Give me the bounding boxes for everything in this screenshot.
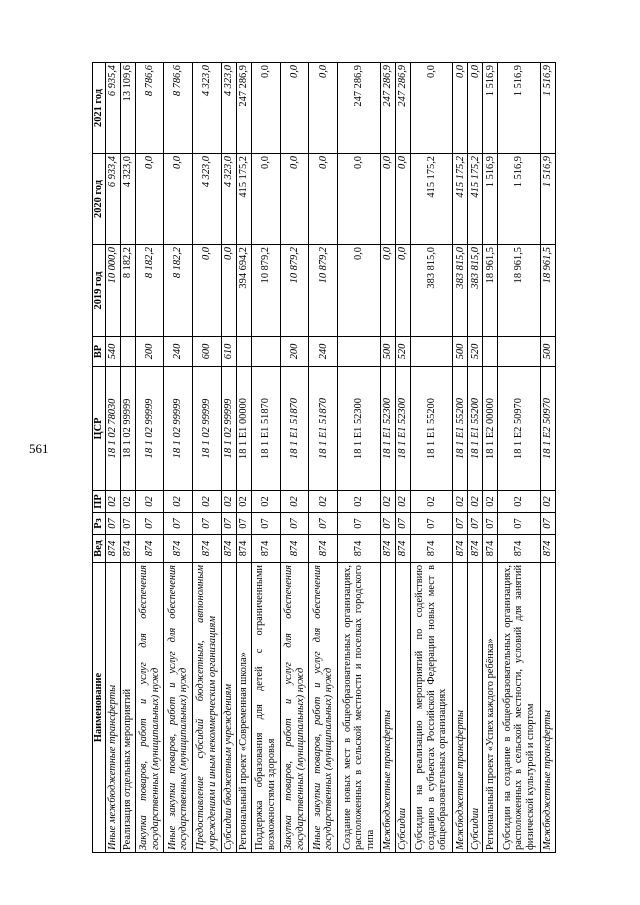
- cell-vr: 520: [395, 337, 410, 367]
- cell-2019: 383 815,0: [453, 245, 468, 337]
- cell-2019: 8 182,2: [120, 245, 135, 337]
- cell-rz: 07: [251, 513, 280, 535]
- cell-pr: 02: [193, 491, 222, 513]
- page-number: 561: [29, 441, 49, 456]
- cell-name: Региональный проект «Успех каждого ребёнка»: [483, 563, 498, 853]
- cell-name: Межбюджетные трансферты: [380, 563, 395, 853]
- table-row: [221, 63, 236, 853]
- cell-name: Закупка товаров, работ и услуг для обеспечения государственных (муниципальных) нужд: [280, 563, 309, 853]
- table-header-row: [93, 63, 106, 853]
- cell-rz: 07: [193, 513, 222, 535]
- cell-csr: 18 1 E1 55200: [468, 367, 483, 491]
- cell-name: Реализация отдельных мероприятий: [120, 563, 135, 853]
- cell-ved: 874: [453, 535, 468, 563]
- cell-2021: 0,0: [453, 63, 468, 154]
- cell-vr: 500: [380, 337, 395, 367]
- cell-vr: [120, 337, 135, 367]
- cell-2021: 247 286,9: [338, 63, 381, 154]
- cell-2020: 415 175,2: [453, 154, 468, 245]
- cell-pr: 02: [105, 491, 120, 513]
- cell-vr: 500: [453, 337, 468, 367]
- cell-rz: 07: [164, 513, 193, 535]
- cell-csr: 18 1 E1 52300: [338, 367, 381, 491]
- cell-rz: 07: [105, 513, 120, 535]
- cell-pr: 02: [338, 491, 381, 513]
- column-header-pr: ПР: [93, 491, 106, 513]
- cell-csr: 18 1 02 99999: [164, 367, 193, 491]
- cell-2019: 0,0: [395, 245, 410, 337]
- cell-2019: 18 961,5: [498, 245, 541, 337]
- cell-ved: 874: [410, 535, 453, 563]
- cell-pr: 02: [135, 491, 164, 513]
- cell-name: Закупка товаров, работ и услуг для обеспечения государственных (муниципальных) нужд: [135, 563, 164, 853]
- cell-vr: 500: [540, 337, 555, 367]
- cell-pr: 02: [251, 491, 280, 513]
- cell-name: Региональный проект «Современная школа»: [236, 563, 251, 853]
- cell-csr: 18 1 02 78030: [105, 367, 120, 491]
- cell-2020: 0,0: [164, 154, 193, 245]
- cell-pr: 02: [540, 491, 555, 513]
- cell-2020: 0,0: [338, 154, 381, 245]
- cell-2020: 415 175,2: [468, 154, 483, 245]
- cell-ved: 874: [380, 535, 395, 563]
- cell-pr: 02: [120, 491, 135, 513]
- cell-vr: 520: [468, 337, 483, 367]
- cell-name: Поддержка образования для детей с ограниченными возможностями здоровья: [251, 563, 280, 853]
- column-header-2021: 2021 год: [93, 63, 106, 154]
- cell-pr: 02: [380, 491, 395, 513]
- table-body: [105, 63, 555, 853]
- cell-2019: 0,0: [380, 245, 395, 337]
- cell-rz: 07: [498, 513, 541, 535]
- cell-rz: 07: [280, 513, 309, 535]
- cell-vr: 540: [105, 337, 120, 367]
- cell-pr: 02: [395, 491, 410, 513]
- cell-ved: 874: [120, 535, 135, 563]
- cell-name: Создание новых мест в общеобразовательных организациях, расположенных в сельской местности и поселках городского типа: [338, 563, 381, 853]
- cell-2020: 0,0: [395, 154, 410, 245]
- cell-vr: [251, 337, 280, 367]
- cell-name: Межбюджетные трансферты: [540, 563, 555, 853]
- cell-2021: 247 286,9: [380, 63, 395, 154]
- cell-csr: 18 1 E1 52300: [380, 367, 395, 491]
- cell-csr: 18 1 E2 00000: [483, 367, 498, 491]
- cell-csr: 18 1 E1 51870: [280, 367, 309, 491]
- table-row: [251, 63, 280, 853]
- cell-ved: 874: [468, 535, 483, 563]
- cell-ved: 874: [135, 535, 164, 563]
- cell-name: Иные межбюджетные трансферты: [105, 563, 120, 853]
- table-row: [380, 63, 395, 853]
- rotated-page-content: [92, 63, 556, 853]
- cell-2021: 6 935,4: [105, 63, 120, 154]
- cell-rz: 07: [483, 513, 498, 535]
- cell-vr: [236, 337, 251, 367]
- cell-vr: [410, 337, 453, 367]
- column-header-rz: Рз: [93, 513, 106, 535]
- cell-2019: 10 000,0: [105, 245, 120, 337]
- column-header-2020: 2020 год: [93, 154, 106, 245]
- cell-name: Межбюджетные трансферты: [453, 563, 468, 853]
- cell-2021: 13 109,6: [120, 63, 135, 154]
- cell-csr: 18 1 E1 51870: [309, 367, 338, 491]
- cell-2019: 8 182,2: [164, 245, 193, 337]
- budget-table: [92, 62, 556, 853]
- cell-ved: 874: [164, 535, 193, 563]
- cell-name: Субсидии: [468, 563, 483, 853]
- cell-rz: 07: [380, 513, 395, 535]
- cell-2020: 0,0: [380, 154, 395, 245]
- cell-rz: 07: [395, 513, 410, 535]
- cell-2019: 383 815,0: [410, 245, 453, 337]
- cell-csr: 18 1 E1 52300: [395, 367, 410, 491]
- cell-2021: 1 516,9: [483, 63, 498, 154]
- cell-2021: 247 286,9: [395, 63, 410, 154]
- cell-csr: 18 1 E1 51870: [251, 367, 280, 491]
- cell-name: Субсидии на создание в общеобразовательных организациях, расположенных в сельской местности, условий для занятий физической культурой и спортом: [498, 563, 541, 853]
- cell-2020: 1 516,9: [540, 154, 555, 245]
- cell-2019: 0,0: [193, 245, 222, 337]
- table-row: [468, 63, 483, 853]
- cell-pr: 02: [453, 491, 468, 513]
- cell-rz: 07: [338, 513, 381, 535]
- cell-ved: 874: [338, 535, 381, 563]
- cell-pr: 02: [498, 491, 541, 513]
- cell-2020: 0,0: [251, 154, 280, 245]
- cell-2019: 10 879,2: [251, 245, 280, 337]
- cell-csr: 18 1 E1 55200: [453, 367, 468, 491]
- cell-2020: 0,0: [135, 154, 164, 245]
- table-row: [105, 63, 120, 853]
- cell-rz: 07: [453, 513, 468, 535]
- table-row: [338, 63, 381, 853]
- cell-pr: 02: [468, 491, 483, 513]
- cell-rz: 07: [468, 513, 483, 535]
- cell-ved: 874: [395, 535, 410, 563]
- column-header-csr: ЦСР: [93, 367, 106, 491]
- cell-2020: 1 516,9: [483, 154, 498, 245]
- cell-2021: 0,0: [410, 63, 453, 154]
- cell-2019: 10 879,2: [280, 245, 309, 337]
- table-row: [164, 63, 193, 853]
- cell-ved: 874: [105, 535, 120, 563]
- cell-csr: 18 1 E2 50970: [540, 367, 555, 491]
- cell-2021: 0,0: [251, 63, 280, 154]
- cell-vr: 240: [309, 337, 338, 367]
- cell-vr: 200: [135, 337, 164, 367]
- cell-rz: 07: [309, 513, 338, 535]
- cell-2020: 415 175,2: [236, 154, 251, 245]
- column-header-ved: Вед: [93, 535, 106, 563]
- table-row: [193, 63, 222, 853]
- cell-2020: 4 323,0: [193, 154, 222, 245]
- cell-rz: 07: [135, 513, 164, 535]
- cell-2020: 0,0: [309, 154, 338, 245]
- cell-vr: 600: [193, 337, 222, 367]
- cell-2019: 18 961,5: [540, 245, 555, 337]
- cell-pr: 02: [483, 491, 498, 513]
- cell-ved: 874: [251, 535, 280, 563]
- cell-2020: 6 933,4: [105, 154, 120, 245]
- table-row: [498, 63, 541, 853]
- cell-vr: 610: [221, 337, 236, 367]
- cell-pr: 02: [309, 491, 338, 513]
- cell-pr: 02: [280, 491, 309, 513]
- cell-2021: 1 516,9: [540, 63, 555, 154]
- cell-2021: 0,0: [309, 63, 338, 154]
- cell-ved: 874: [483, 535, 498, 563]
- cell-2021: 247 286,9: [236, 63, 251, 154]
- cell-name: Субсидии: [395, 563, 410, 853]
- table-row: [120, 63, 135, 853]
- cell-vr: 200: [280, 337, 309, 367]
- cell-2019: 18 961,5: [483, 245, 498, 337]
- table-row: [395, 63, 410, 853]
- cell-2019: 10 879,2: [309, 245, 338, 337]
- cell-pr: 02: [236, 491, 251, 513]
- column-header-name: Наименование: [93, 563, 106, 853]
- cell-2020: 1 516,9: [498, 154, 541, 245]
- cell-ved: 874: [193, 535, 222, 563]
- cell-2021: 0,0: [280, 63, 309, 154]
- cell-rz: 07: [236, 513, 251, 535]
- cell-ved: 874: [236, 535, 251, 563]
- table-row: [483, 63, 498, 853]
- cell-rz: 07: [410, 513, 453, 535]
- cell-2021: 8 786,6: [135, 63, 164, 154]
- cell-ved: 874: [498, 535, 541, 563]
- cell-ved: 874: [309, 535, 338, 563]
- cell-rz: 07: [120, 513, 135, 535]
- cell-csr: 18 1 E1 55200: [410, 367, 453, 491]
- cell-vr: 240: [164, 337, 193, 367]
- cell-2021: 1 516,9: [498, 63, 541, 154]
- cell-ved: 874: [540, 535, 555, 563]
- table-row: [410, 63, 453, 853]
- cell-csr: 18 1 02 99999: [120, 367, 135, 491]
- cell-2019: 0,0: [221, 245, 236, 337]
- cell-2021: 0,0: [468, 63, 483, 154]
- cell-ved: 874: [221, 535, 236, 563]
- cell-pr: 02: [410, 491, 453, 513]
- cell-name: Субсидии на реализацию мероприятий по содействию созданию в субъектах Российской Федерации новых мест в общеобразовательных организациях: [410, 563, 453, 853]
- cell-2020: 0,0: [280, 154, 309, 245]
- cell-2020: 4 323,0: [221, 154, 236, 245]
- cell-2020: 4 323,0: [120, 154, 135, 245]
- cell-2021: 8 786,6: [164, 63, 193, 154]
- cell-rz: 07: [221, 513, 236, 535]
- cell-rz: 07: [540, 513, 555, 535]
- cell-2019: 394 694,2: [236, 245, 251, 337]
- column-header-2019: 2019 год: [93, 245, 106, 337]
- cell-vr: [338, 337, 381, 367]
- cell-ved: 874: [280, 535, 309, 563]
- cell-2019: 8 182,2: [135, 245, 164, 337]
- table-row: [540, 63, 555, 853]
- cell-2021: 4 323,0: [221, 63, 236, 154]
- cell-vr: [483, 337, 498, 367]
- cell-name: Предоставление субсидий бюджетным, автономным учреждениям и иным некоммерческим организациям: [193, 563, 222, 853]
- cell-vr: [498, 337, 541, 367]
- cell-2019: 383 815,0: [468, 245, 483, 337]
- cell-pr: 02: [221, 491, 236, 513]
- cell-csr: 18 1 E2 50970: [498, 367, 541, 491]
- cell-2020: 415 175,2: [410, 154, 453, 245]
- cell-name: Иные закупки товаров, работ и услуг для обеспечения государственных (муниципальных) нужд: [309, 563, 338, 853]
- cell-csr: 18 1 02 99999: [193, 367, 222, 491]
- table-row: [453, 63, 468, 853]
- table-row: [309, 63, 338, 853]
- cell-name: Иные закупки товаров, работ и услуг для обеспечения государственных (муниципальных) нужд: [164, 563, 193, 853]
- cell-csr: 18 1 E1 00000: [236, 367, 251, 491]
- cell-csr: 18 1 02 99999: [221, 367, 236, 491]
- table-row: [135, 63, 164, 853]
- cell-csr: 18 1 02 99999: [135, 367, 164, 491]
- column-header-vr: ВР: [93, 337, 106, 367]
- cell-pr: 02: [164, 491, 193, 513]
- cell-2019: 0,0: [338, 245, 381, 337]
- table-row: [280, 63, 309, 853]
- cell-name: Субсидии бюджетным учреждениям: [221, 563, 236, 853]
- cell-2021: 4 323,0: [193, 63, 222, 154]
- table-row: [236, 63, 251, 853]
